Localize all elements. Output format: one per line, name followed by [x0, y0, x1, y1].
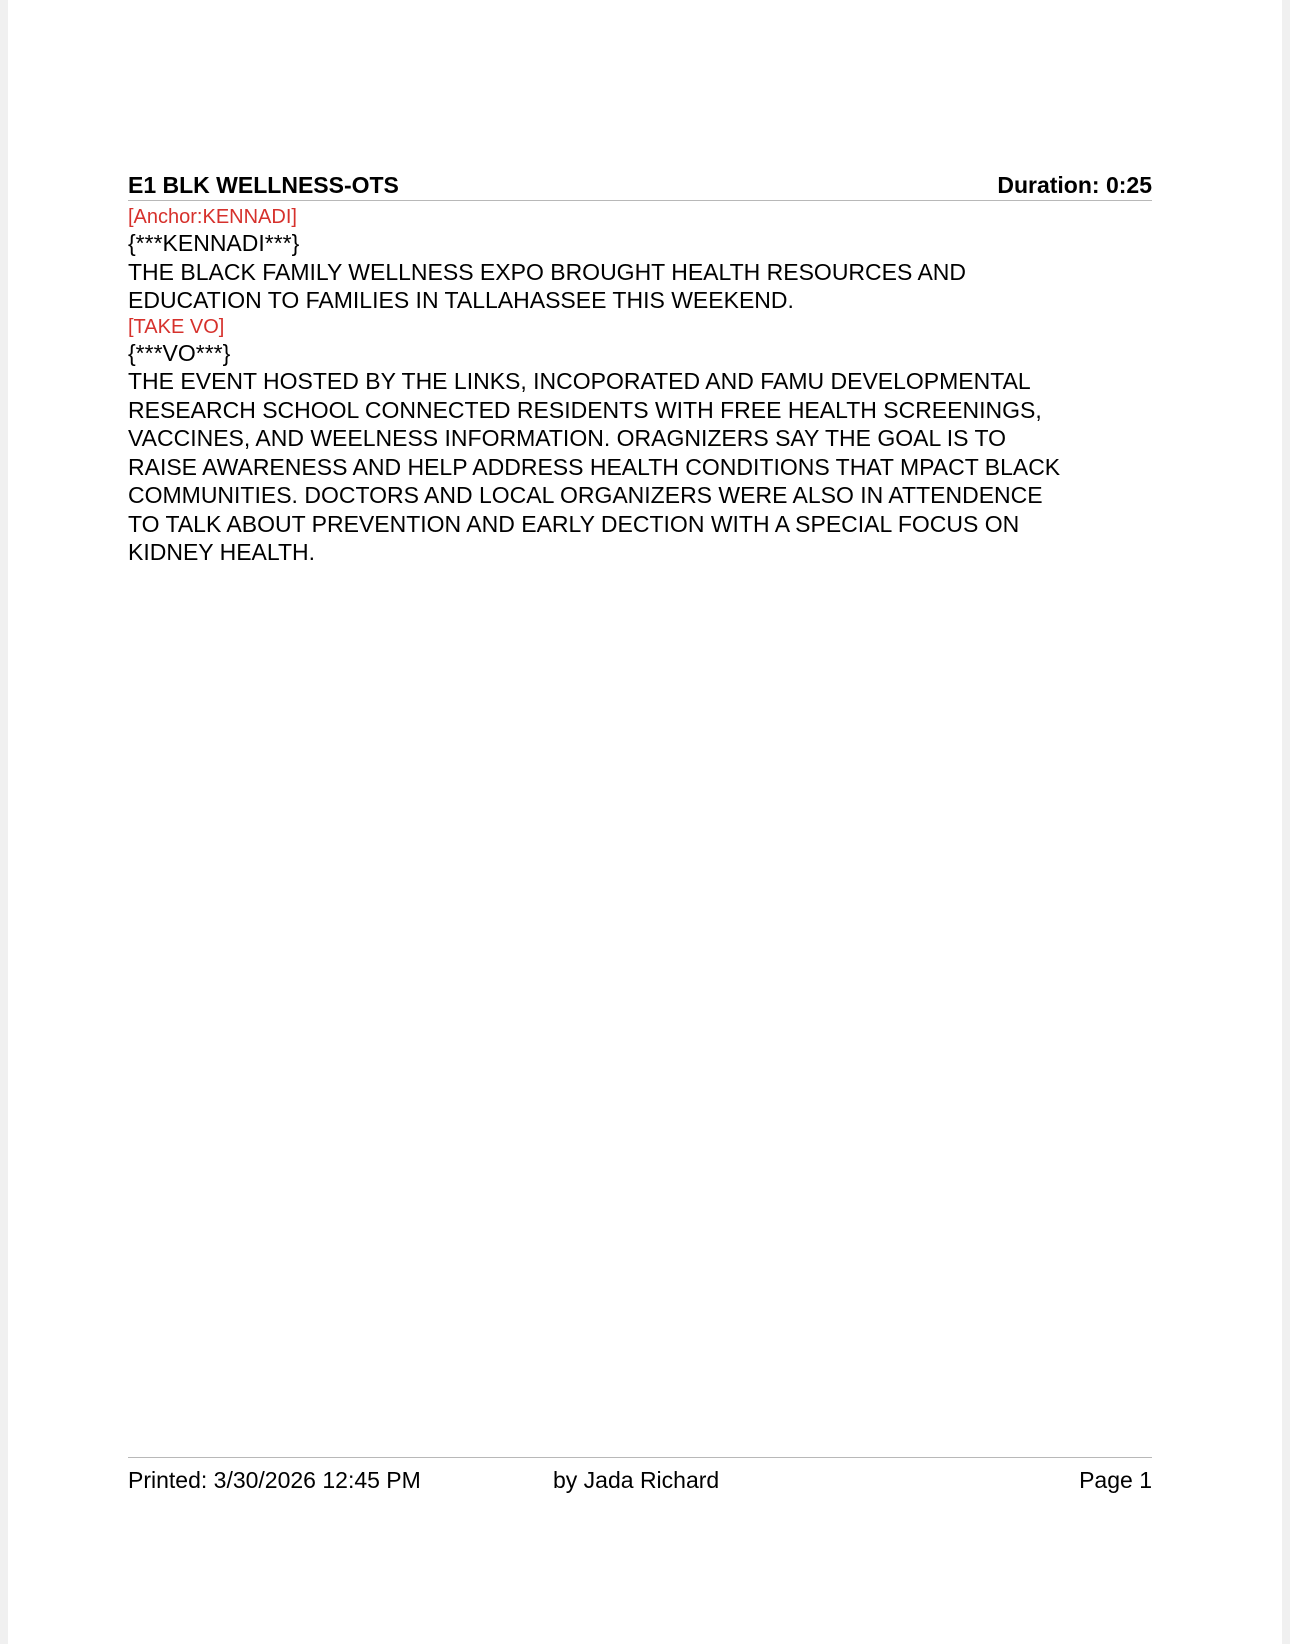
script-body [128, 205, 1152, 567]
anchor-cue: [Anchor:KENNADI] [128, 206, 297, 228]
vo-line: RESEARCH SCHOOL CONNECTED RESIDENTS WITH FREE HEALTH SCREENINGS, [128, 396, 1042, 423]
anchor-line: EDUCATION TO FAMILIES IN TALLAHASSEE THIS WEEKEND. [128, 287, 794, 313]
vo-line: RAISE AWARENESS AND HELP ADDRESS HEALTH CONDITIONS THAT MPACT BLACK [128, 453, 1061, 480]
vo-line: VACCINES, AND WEELNESS INFORMATION. ORAGNIZERS SAY THE GOAL IS TO [128, 425, 1007, 451]
story-duration: Duration: 0:25 [997, 172, 1152, 198]
anchor-line: THE BLACK FAMILY WELLNESS EXPO BROUGHT HEALTH RESOURCES AND [128, 258, 967, 285]
anchor-tag: {***KENNADI***} [128, 230, 300, 256]
story-slug: E1 BLK WELLNESS-OTS [128, 172, 399, 198]
page-footer [128, 1457, 1152, 1492]
vo-line: TO TALK ABOUT PREVENTION AND EARLY DECTION WITH A SPECIAL FOCUS ON [128, 510, 1020, 537]
printed-timestamp: Printed: 3/30/2026 12:45 PM [128, 1467, 421, 1493]
vo-cue: [TAKE VO] [128, 315, 225, 338]
document-page [8, 0, 1282, 1644]
vo-tag: {***VO***} [128, 339, 231, 366]
vo-line: COMMUNITIES. DOCTORS AND LOCAL ORGANIZERS WERE ALSO IN ATTENDENCE [128, 482, 1043, 508]
author-credit: by Jada Richard [553, 1467, 720, 1493]
script-header [128, 170, 1152, 201]
vo-line: THE EVENT HOSTED BY THE LINKS, INCOPORATED AND FAMU DEVELOPMENTAL [128, 368, 1031, 394]
page-number: Page 1 [1079, 1467, 1152, 1493]
vo-line: KIDNEY HEALTH. [128, 539, 316, 565]
